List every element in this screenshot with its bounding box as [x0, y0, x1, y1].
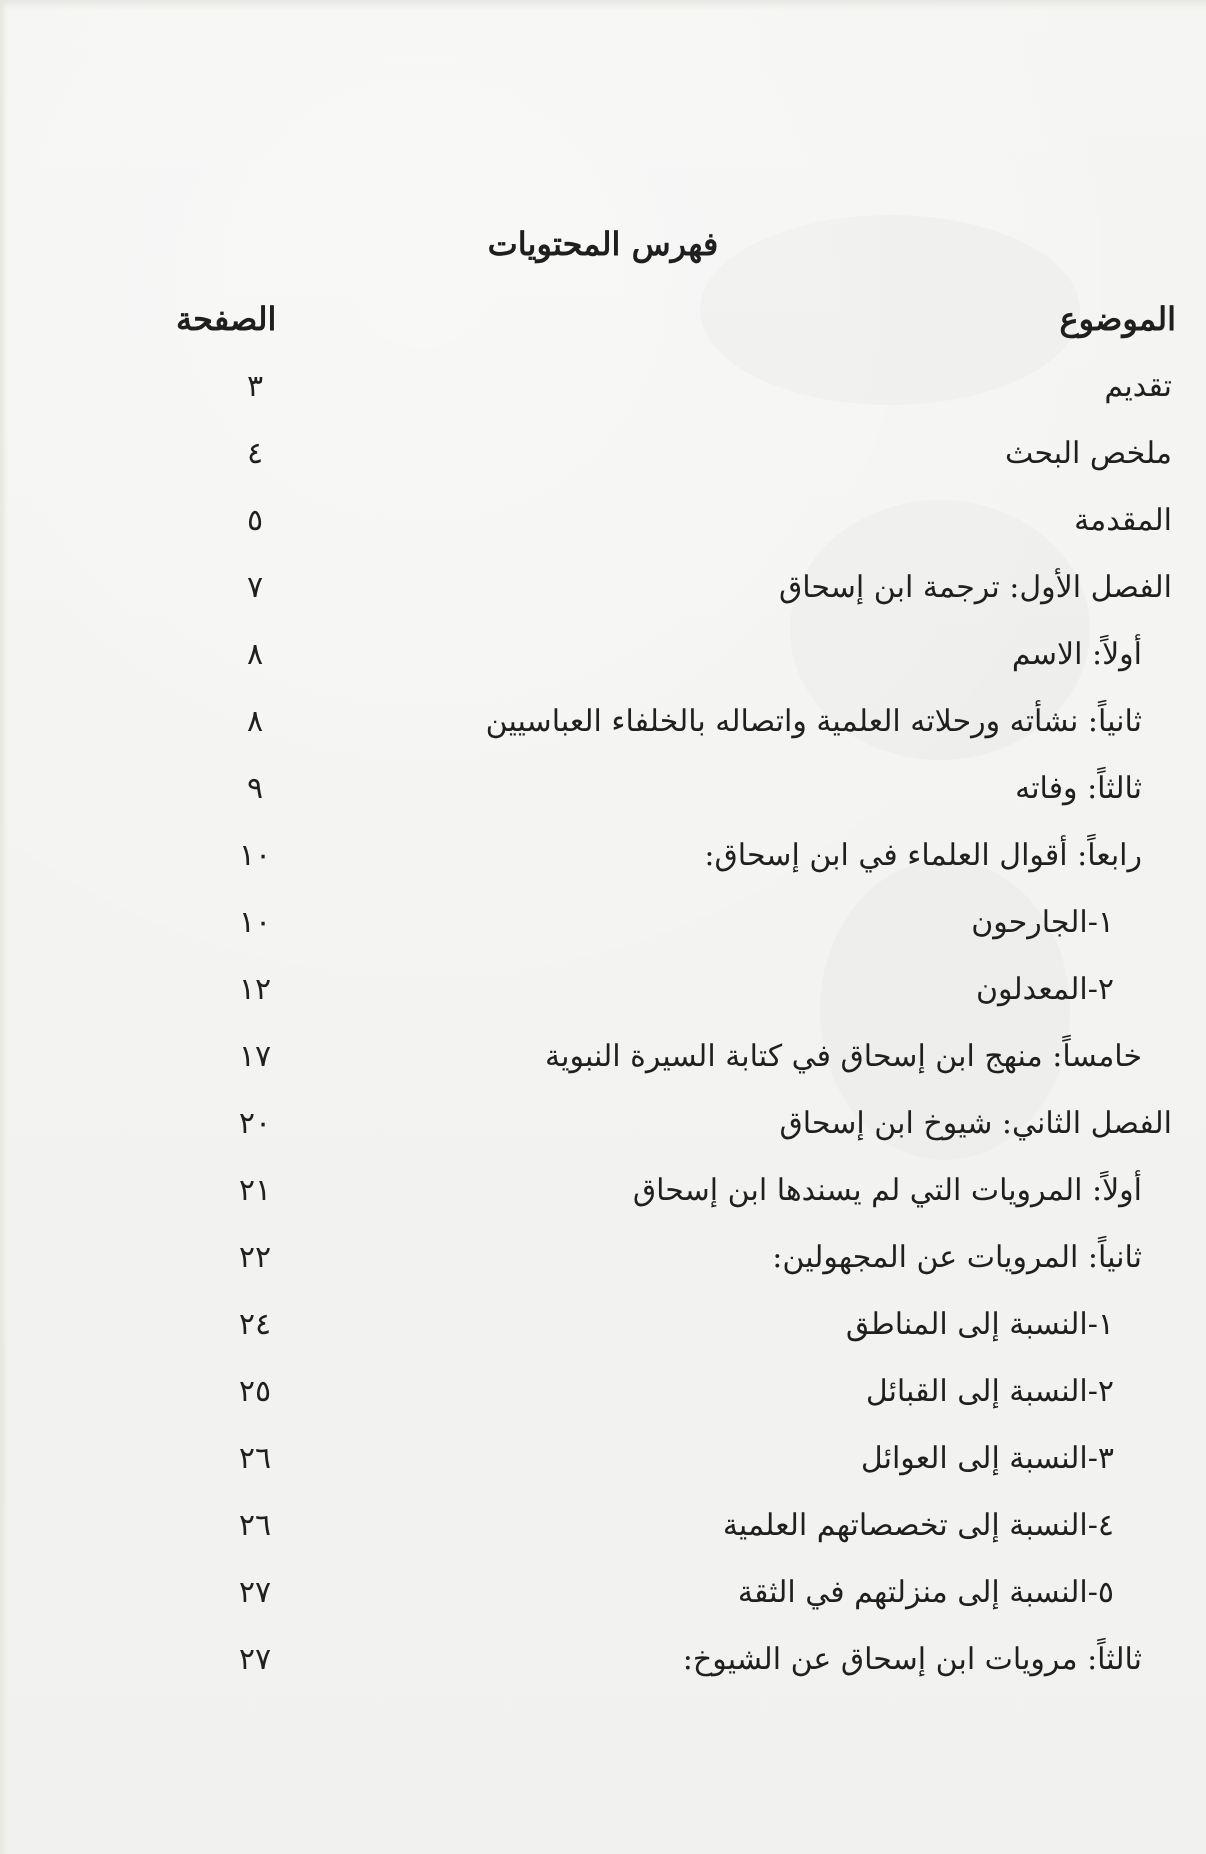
page-title: فهرس المحتويات [487, 225, 719, 263]
toc-entry-page: ٨ [246, 704, 264, 739]
toc-entry [0, 503, 1206, 547]
toc-entry [0, 1575, 1206, 1619]
toc-entry-page: ١٢ [238, 972, 272, 1007]
toc-entry-label: الفصل الأول: ترجمة ابن إسحاق [778, 570, 1172, 605]
toc-entry-page: ٨ [246, 637, 264, 672]
toc-entry-label: أولاً: المرويات التي لم يسندها ابن إسحاق [632, 1173, 1142, 1208]
toc-entry-label: ٤-النسبة إلى تخصصاتهم العلمية [722, 1508, 1114, 1543]
toc-entry [0, 1508, 1206, 1552]
toc-entry-label: ثالثاً: وفاته [1015, 771, 1142, 806]
toc-entry-page: ٢٦ [238, 1441, 272, 1476]
toc-entry-page: ٢٤ [238, 1307, 272, 1342]
toc-entry [0, 1374, 1206, 1418]
toc-entry [0, 1642, 1206, 1686]
toc-entry-label: ثالثاً: مرويات ابن إسحاق عن الشيوخ: [682, 1642, 1142, 1677]
toc-entry-label: خامساً: منهج ابن إسحاق في كتابة السيرة النبوية [545, 1039, 1142, 1074]
topic-column-header: الموضوع [1059, 300, 1176, 338]
toc-entry-label: ٢-المعدلون [976, 972, 1114, 1007]
toc-entry-page: ٢٥ [238, 1374, 272, 1409]
toc-entry-label: ٥-النسبة إلى منزلتهم في الثقة [737, 1575, 1114, 1610]
toc-entry-label: ثانياً: المرويات عن المجهولين: [772, 1240, 1142, 1275]
toc-entry [0, 905, 1206, 949]
toc-entry-page: ٩ [246, 771, 264, 806]
toc-entry [0, 1106, 1206, 1150]
toc-entry-page: ١٠ [238, 905, 272, 940]
toc-entry [0, 1240, 1206, 1284]
toc-entry-label: المقدمة [1074, 503, 1172, 538]
toc-entry-label: أولاً: الاسم [1011, 637, 1142, 672]
toc-entry-label: ٢-النسبة إلى القبائل [865, 1374, 1114, 1409]
toc-entry-page: ٢٦ [238, 1508, 272, 1543]
page-column-header: الصفحة [176, 300, 277, 338]
toc-entry-page: ٣ [246, 369, 264, 404]
toc-entry [0, 972, 1206, 1016]
toc-entry [0, 637, 1206, 681]
toc-entry-page: ٥ [246, 503, 264, 538]
toc-entry-page: ٢٧ [238, 1575, 272, 1610]
toc-entry [0, 1307, 1206, 1351]
toc-entry-label: ملخص البحث [1004, 436, 1172, 471]
toc-entry-label: ١-الجارحون [971, 905, 1114, 940]
toc-entry-page: ٢٠ [238, 1106, 272, 1141]
toc-entry [0, 838, 1206, 882]
toc-entry [0, 1039, 1206, 1083]
toc-entry [0, 570, 1206, 614]
toc-entry-page: ١٠ [238, 838, 272, 873]
toc-entry-page: ٢٧ [238, 1642, 272, 1677]
toc-entry-page: ١٧ [238, 1039, 272, 1074]
toc-entry-label: ٣-النسبة إلى العوائل [860, 1441, 1114, 1476]
toc-entry [0, 436, 1206, 480]
toc-entry-label: رابعاً: أقوال العلماء في ابن إسحاق: [704, 838, 1142, 873]
toc-entry [0, 771, 1206, 815]
toc-entry [0, 704, 1206, 748]
toc-entry-label: ثانياً: نشأته ورحلاته العلمية واتصاله بالخلفاء العباسيين [485, 704, 1142, 739]
toc-entry-label: الفصل الثاني: شيوخ ابن إسحاق [779, 1106, 1172, 1141]
toc-entry-page: ٧ [246, 570, 264, 605]
toc-entry [0, 1173, 1206, 1217]
toc-entry-page: ٤ [246, 436, 264, 471]
toc-entry [0, 369, 1206, 413]
toc-entry-page: ٢٢ [238, 1240, 272, 1275]
toc-entry-page: ٢١ [238, 1173, 272, 1208]
toc-entry-label: ١-النسبة إلى المناطق [845, 1307, 1114, 1342]
toc-entry [0, 1441, 1206, 1485]
toc-entry-label: تقديم [1104, 369, 1172, 404]
